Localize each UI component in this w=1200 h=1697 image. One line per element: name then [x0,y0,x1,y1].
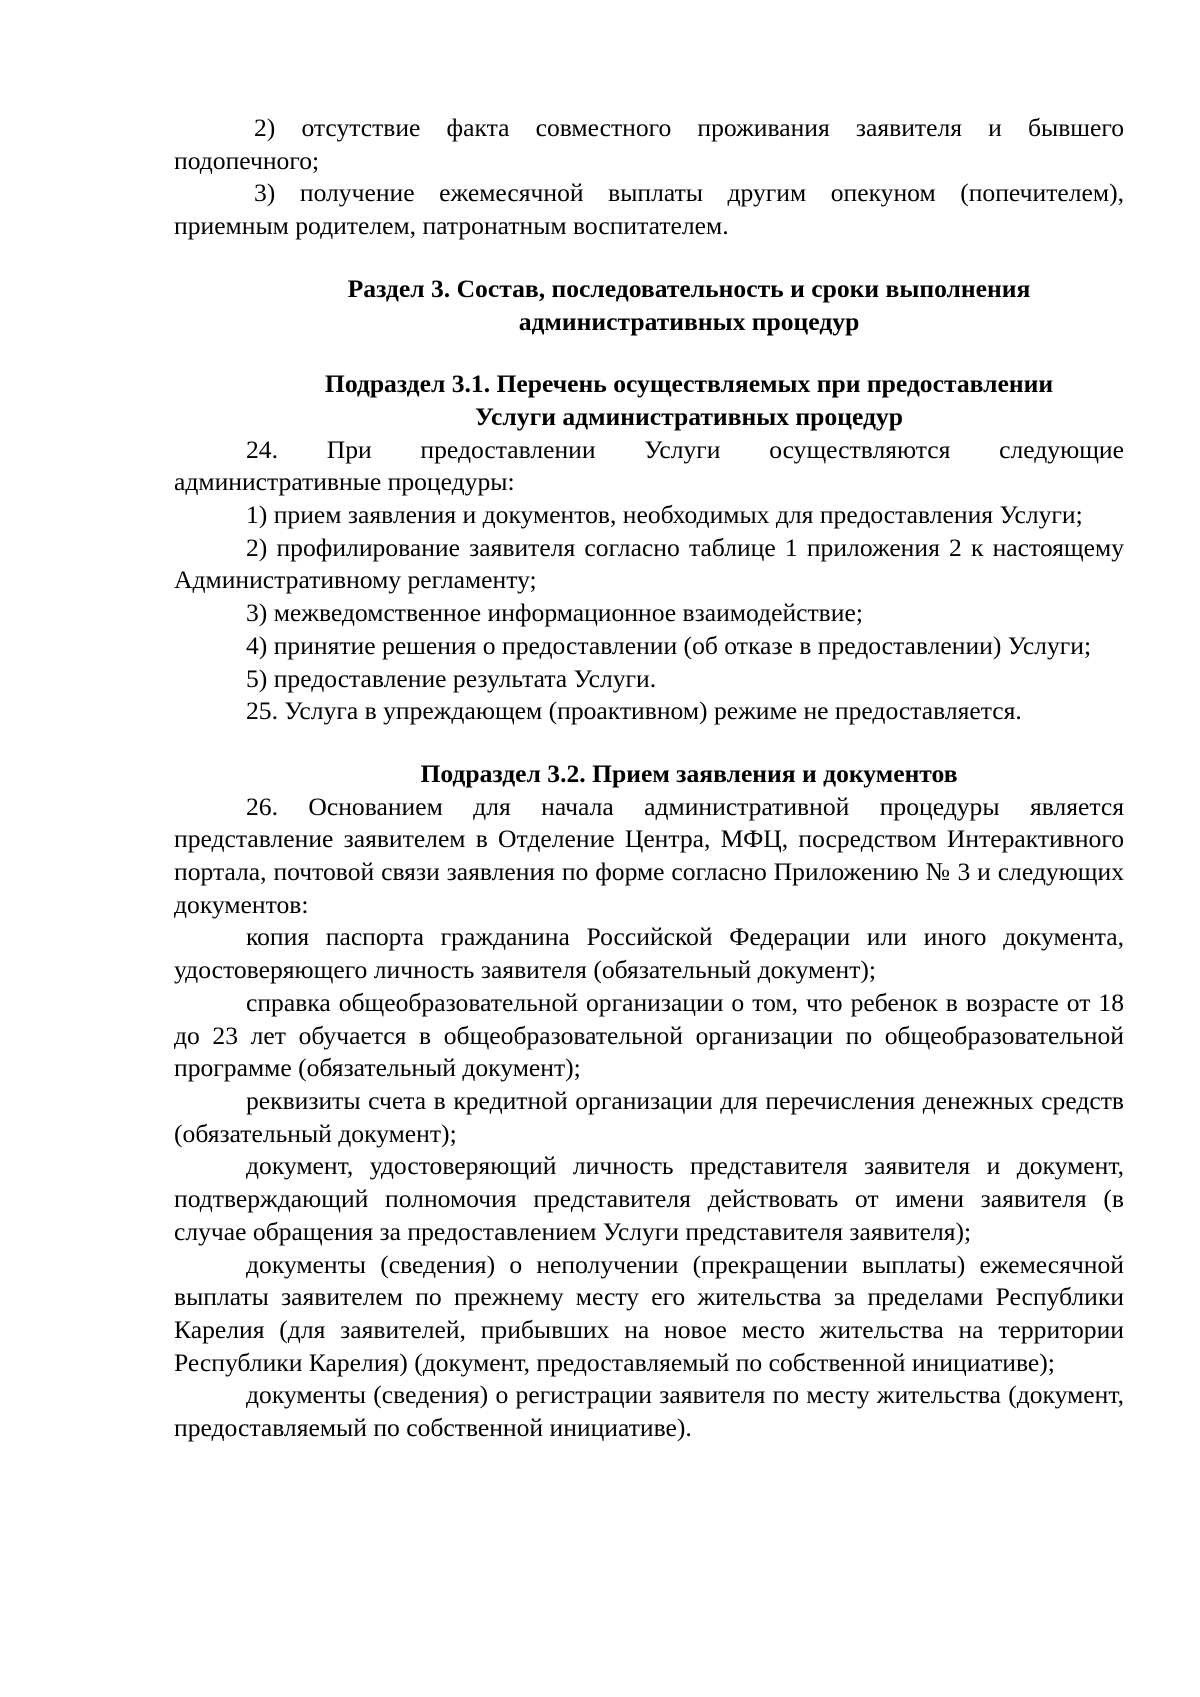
subsection-3-1-title-line-1: Подраздел 3.1. Перечень осуществляемых при предоставлении [324,369,1054,399]
procedure-item-4: 4) принятие решения о предоставлении (об отказе в предоставлении) Услуги; [246,630,1092,660]
section-3-title-line-2: административных процедур [518,306,860,336]
procedure-item-5: 5) предоставление результата Услуги. [246,663,657,693]
procedure-item-3: 3) межведомственное информационное взаимодействие; [246,598,863,628]
document-item-school-certificate: справка общеобразовательной организации о том, что ребенок в возрасте от 18 до 23 лет обучается в общеобразовательной организации по общеобразовательной программе (обязательный документ); [174,987,1124,1083]
document-item-passport: копия паспорта гражданина Российской Федерации или иного документа, удостоверяющего личность заявителя (обязательный документ); [174,922,1124,985]
procedure-item-1: 1) прием заявления и документов, необходимых для предоставления Услуги; [246,500,1083,530]
section-3-title-line-1: Раздел 3. Состав, последовательность и сроки выполнения [347,273,1031,303]
paragraph-item-2: 2) отсутствие факта совместного проживания заявителя и бывшего подопечного; [174,113,1124,175]
paragraph-25: 25. Услуга в упреждающем (проактивном) режиме не предоставляется. [246,696,1022,726]
procedure-item-2: 2) профилирование заявителя согласно таблице 1 приложения 2 к настоящему Административному регламенту; [174,532,1124,595]
section-3-heading [174,273,1124,338]
document-item-non-receipt: документы (сведения) о неполучении (прекращении выплаты) ежемесячной выплаты заявителем по прежнему месту его жительства за пределами Республики Карелия (для заявителей, прибывших на новое место жительства на территории Республики Карелия) (документ, предоставляемый по собственной инициативе); [174,1249,1124,1377]
document-page [174,112,1124,1445]
subsection-3-1-title-line-2: Услуги административных процедур [475,401,903,431]
document-item-bank-details: реквизиты счета в кредитной организации для перечисления денежных средств (обязательный документ); [174,1085,1124,1148]
paragraph-item-3: 3) получение ежемесячной выплаты другим опекуном (попечителем), приемным родителем, патронатным воспитателем. [174,178,1124,241]
subsection-3-1-heading [174,368,1124,433]
paragraph-24: 24. При предоставлении Услуги осуществляются следующие административные процедуры: [174,434,1124,497]
document-item-representative: документ, удостоверяющий личность представителя заявителя и документ, подтверждающий полномочия представителя действовать от имени заявителя (в случае обращения за предоставлением Услуги представителя заявителя); [174,1151,1124,1246]
subsection-3-2-title: Подраздел 3.2. Прием заявления и документов [420,758,958,788]
subsection-3-2-heading [174,758,1124,791]
paragraph-26: 26. Основанием для начала административной процедуры является представление заявителем в Отделение Центра, МФЦ, посредством Интерактивного портала, почтовой связи заявления по форме согласно Приложению № 3 и следующих документов: [174,791,1124,919]
document-item-registration: документы (сведения) о регистрации заявителя по месту жительства (документ, предоставляемый по собственной инициативе). [174,1380,1124,1443]
